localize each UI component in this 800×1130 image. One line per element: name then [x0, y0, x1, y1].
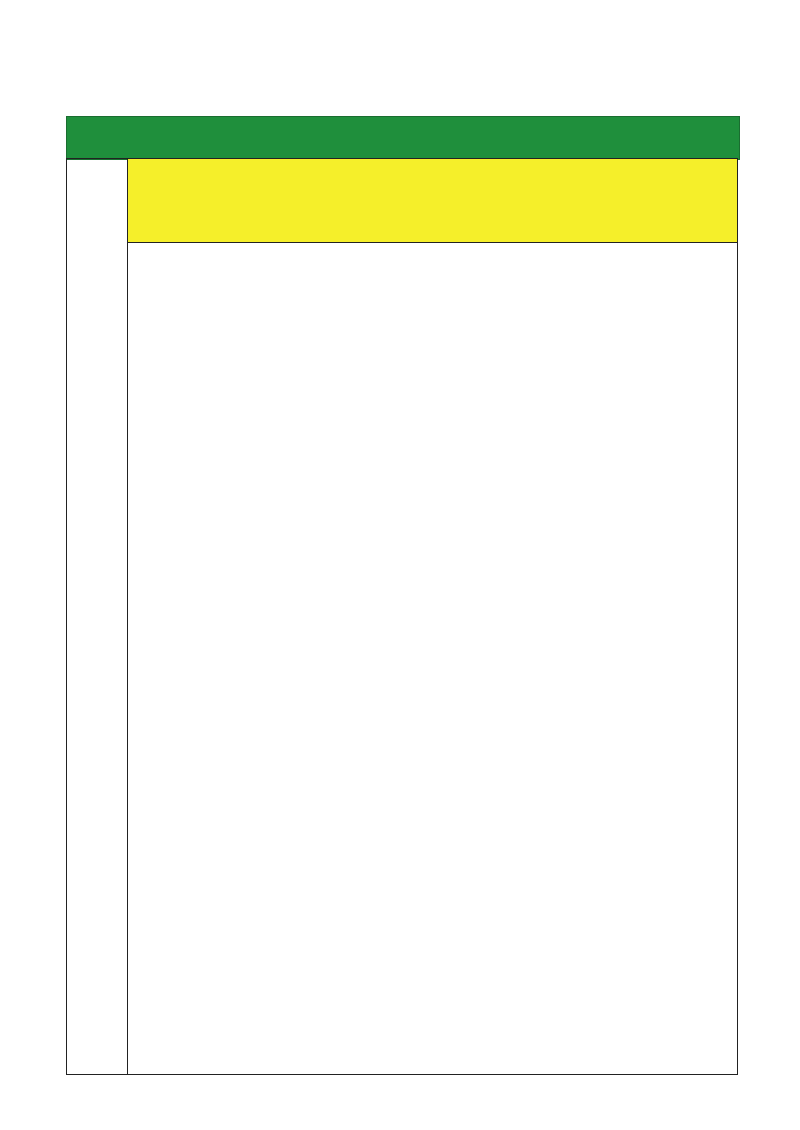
weekday-label	[67, 159, 128, 1074]
schedule-table	[66, 158, 738, 1075]
schedule-header	[66, 116, 740, 160]
page-title	[0, 48, 800, 118]
intro-note	[128, 159, 737, 243]
